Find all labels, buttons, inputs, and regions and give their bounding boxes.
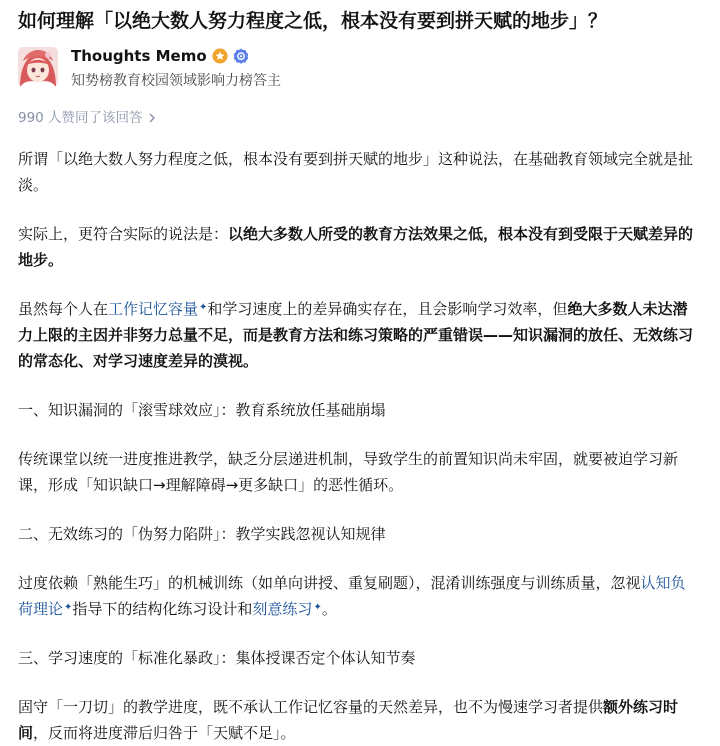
likes-text: 990 人赞同了该回答 [18,110,143,126]
bold-text: 以绝大多数人所受的教育方法效果之低，根本没有到受限于天赋差异的地步。 [18,225,694,269]
answer-content [18,146,700,746]
author-name[interactable]: Thoughts Memo [71,46,207,65]
likes-count[interactable] [18,108,700,128]
link-deliberate-practice[interactable]: 刻意练习 [252,600,313,618]
bold-text: 额外练习时间 [18,698,679,742]
chevron-right-icon [147,113,157,123]
paragraph: 过度依赖「熟能生巧」的机械训练（如单向讲授、重复刷题），混淆训练强度与训练质量，忽视认知负荷理论✦指导下的结构化练习设计和刻意练习✦。 [18,574,686,618]
creator-badge-icon[interactable] [212,48,228,64]
sparkle-icon: ✦ [313,602,322,613]
link-cognitive-load-theory[interactable]: 认知负荷理论 [18,574,686,618]
question-title[interactable]: 如何理解「以绝大数人努力程度之低，根本没有要到拼天赋的地步」？ [18,10,608,32]
author-card [18,44,700,90]
bold-text: 绝大多数人未达潜力上限的主因并非努力总量不足，而是教育方法和练习策略的严重错误——知识漏洞的放任、无效练习的常态化、对学习速度差异的漠视。 [18,300,694,370]
section-heading: 二、无效练习的「伪努力陷阱」：教学实践忽视认知规律 [18,525,386,543]
link-working-memory-capacity[interactable]: 工作记忆容量 [108,300,199,318]
section-heading: 一、知识漏洞的「滚雪球效应」：教育系统放任基础崩塌 [18,401,386,419]
sparkle-icon: ✦ [199,302,208,313]
author-bio: 知势榜教育校园领域影响力榜答主 [71,72,281,89]
paragraph: 所谓「以绝大数人努力程度之低，根本没有要到拼天赋的地步」这种说法，在基础教育领域完全就是扯淡。 [18,150,694,194]
paragraph: 传统课堂以统一进度推进教学，缺乏分层递进机制，导致学生的前置知识尚未牢固，就要被迫学习新课，形成「知识缺口→理解障碍→更多缺口」的恶性循环。 [18,450,679,494]
verified-icon[interactable] [233,48,249,64]
avatar[interactable] [18,47,58,87]
paragraph: 实际上，更符合实际的说法是：以绝大多数人所受的教育方法效果之低，根本没有到受限于天赋差异的地步。 [18,225,694,269]
paragraph: 固守「一刀切」的教学进度，既不承认工作记忆容量的天然差异，也不为慢速学习者提供额外练习时间，反而将进度滞后归咎于「天赋不足」。 [18,698,679,742]
sparkle-icon: ✦ [64,602,73,613]
section-heading: 三、学习速度的「标准化暴政」：集体授课否定个体认知节奏 [18,649,416,667]
paragraph: 虽然每个人在工作记忆容量✦和学习速度上的差异确实存在，且会影响学习效率，但绝大多数人未达潜力上限的主因并非努力总量不足，而是教育方法和练习策略的严重错误——知识漏洞的放任、无效练习的常态化、对学习速度差异的漠视。 [18,300,694,370]
